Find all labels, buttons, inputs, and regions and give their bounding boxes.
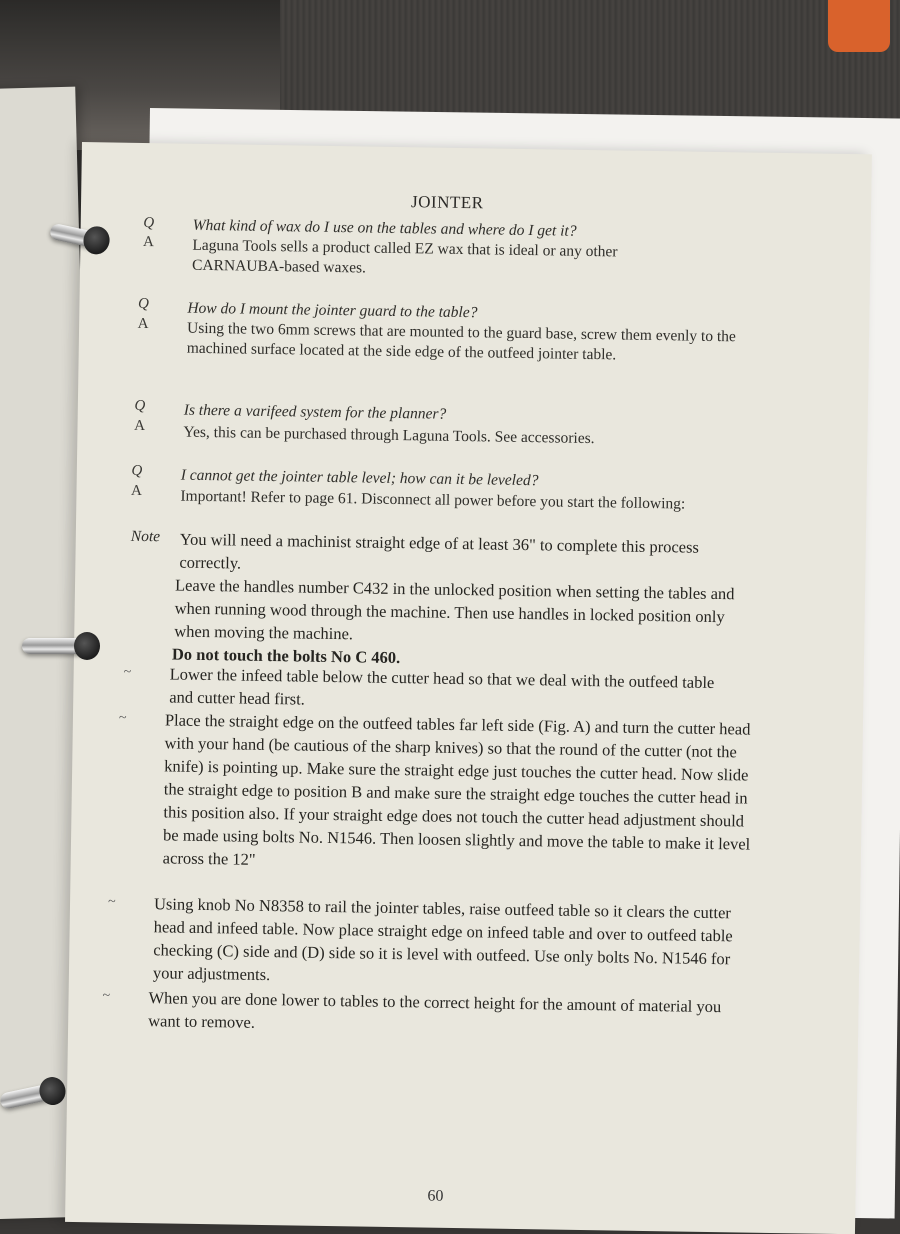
page-title: JOINTER — [410, 192, 484, 213]
question-text: Is there a varifeed system for the planner? — [183, 401, 447, 423]
page-number: 60 — [427, 1187, 444, 1205]
margin-mark: ~ — [107, 894, 116, 910]
question-marker: Q — [131, 462, 143, 479]
answer-text: Using the two 6mm screws that are mounted to the guard base, screw them evenly to the machined surface located at the side edge of the outfeed jointer table. — [186, 319, 736, 364]
note-paragraph: When you are done lower to tables to the correct height for the amount of material you want to remove. — [148, 988, 722, 1032]
note-paragraph: Using knob No N8358 to rail the jointer tables, raise outfeed table so it clears the cutter head and infeed table. Now place straight edge on infeed table and over to outfeed table checking (C) side and (D) side so it is level with outfeed. Use only bolts No. N1546 for your adjustments. — [152, 894, 733, 985]
question-marker: Q — [137, 295, 150, 313]
background-orange-object — [828, 0, 890, 52]
note-paragraph: Leave the handles number C432 in the unlocked position when setting the tables and when running wood through the machine. Then use handles in locked position only when moving the machine. — [174, 575, 735, 644]
note-paragraph-warning: Do not touch the bolts No C 460. — [171, 644, 401, 668]
note-paragraph: You will need a machinist straight edge of at least 36" to complete this process correctly. — [179, 529, 700, 573]
margin-mark: ~ — [123, 664, 132, 680]
answer-marker: A — [142, 233, 154, 251]
question-marker: Q — [143, 214, 155, 232]
note-paragraph: Lower the infeed table below the cutter head so that we deal with the outfeed table and cutter head first. — [169, 664, 715, 709]
note-paragraph: Place the straight edge on the outfeed tables far left side (Fig. A) and turn the cutter head with your hand (be cautious of the sharp knives) so that the round of the cutter (not the knife) is pointing up. Make sure the straight edge just touches the cutter head. Now slide the straight edge to position B and make sure the straight edge touches the cutter head in this position also. If your straight edge does not touch the cutter head adjustment should be made using bolts No. N1546. Then loosen slightly and move the table to make it level across the 12" — [162, 710, 751, 869]
manual-page — [65, 142, 872, 1234]
question-text: I cannot get the jointer table level; how can it be leveled? — [180, 466, 539, 490]
question-text: How do I mount the jointer guard to the table? — [187, 299, 478, 322]
answer-marker: A — [134, 417, 146, 435]
answer-text: Important! Refer to page 61. Disconnect all power before you start the following: — [180, 487, 686, 513]
answer-marker: A — [130, 482, 143, 499]
binder-ring-icon — [22, 638, 92, 654]
question-marker: Q — [134, 397, 146, 415]
answer-text: Yes, this can be purchased through Laguna Tools. See accessories. — [183, 423, 595, 448]
answer-text: Laguna Tools sells a product called EZ wax that is ideal or any other CARNAUBA-based waxes. — [191, 236, 618, 277]
answer-marker: A — [137, 315, 149, 333]
margin-mark: ~ — [102, 988, 111, 1004]
note-label: Note — [130, 527, 161, 546]
margin-mark: ~ — [118, 710, 127, 726]
question-text: What kind of wax do I use on the tables and where do I get it? — [192, 216, 577, 240]
